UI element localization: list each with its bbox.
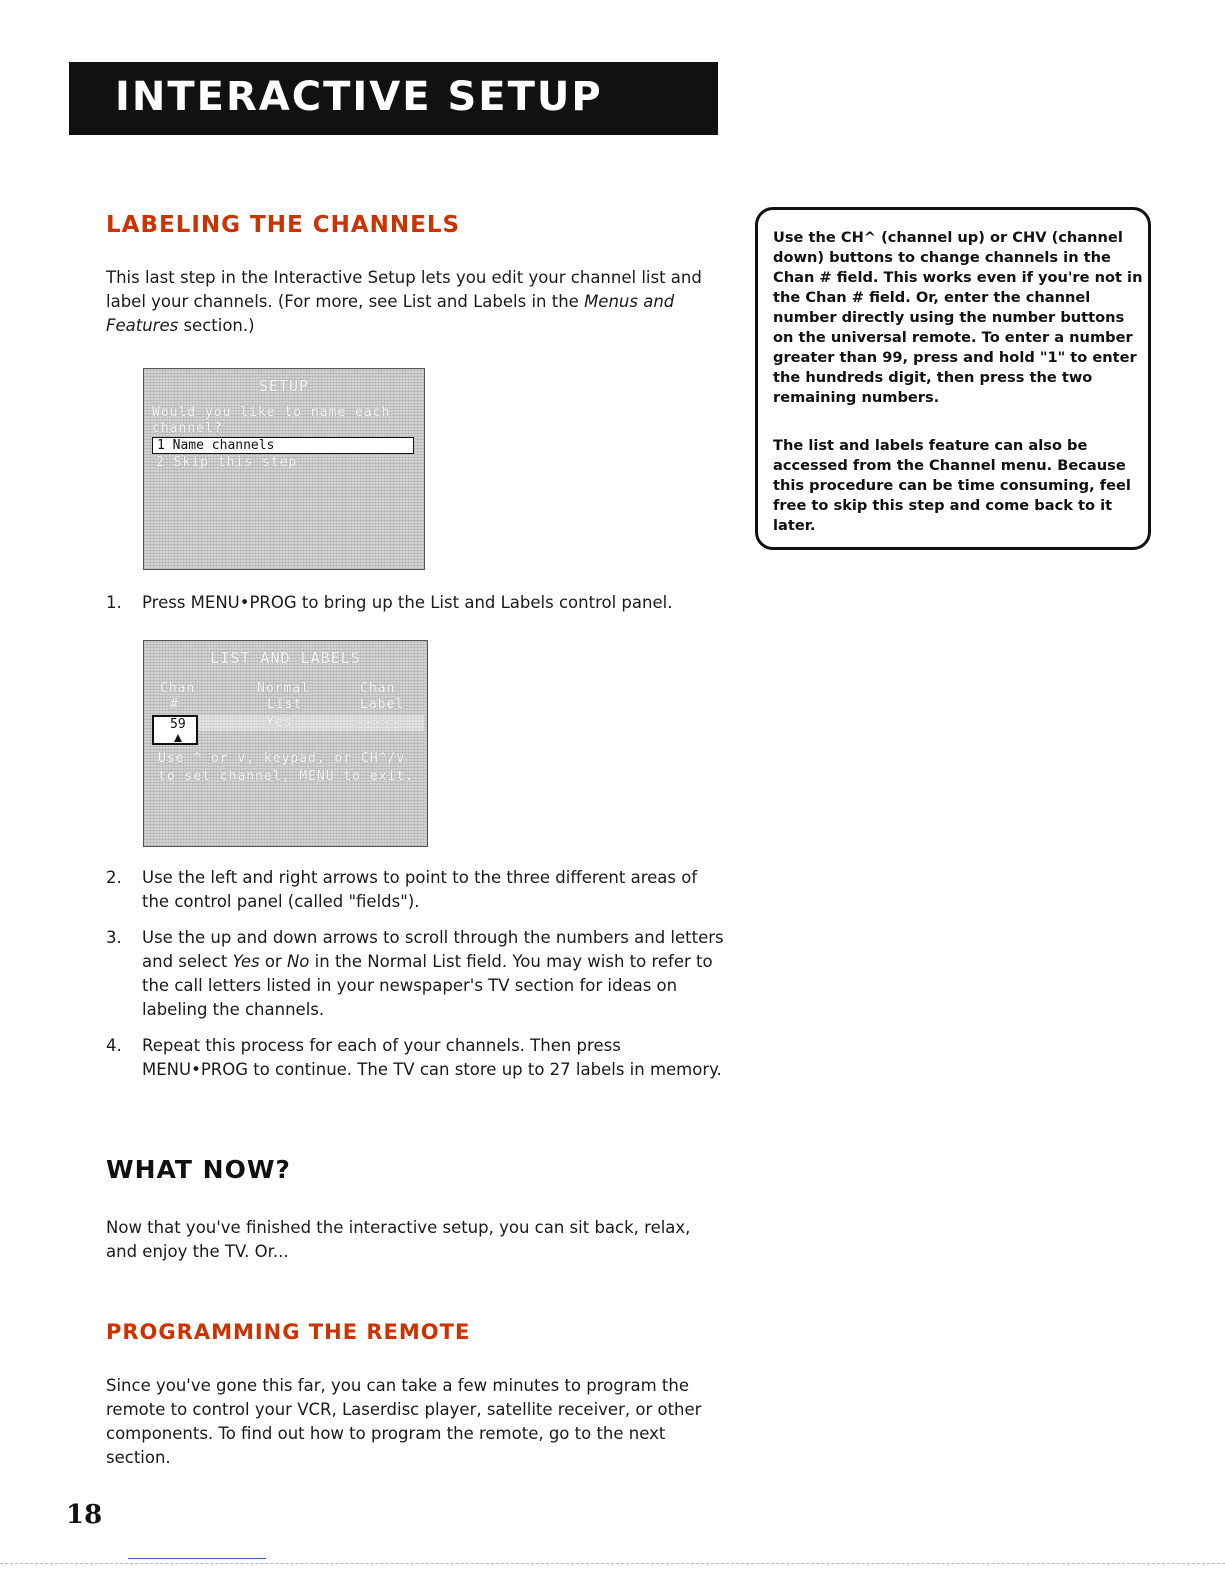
list-screen-title: LIST AND LABELS xyxy=(210,649,361,667)
labeling-intro xyxy=(106,266,726,338)
up-arrow-icon xyxy=(174,734,182,742)
col-chan-header-2: # xyxy=(170,697,179,712)
banner-title: INTERACTIVE SETUP xyxy=(115,74,603,120)
step-3-text-b: in the Normal List field. You may wish to refer to the call letters listed in your newspaper's TV section for ideas on labeling the channels. xyxy=(142,952,713,1019)
step-3 xyxy=(106,926,726,1022)
step-3-text-a: Use the up and down arrows to scroll through the numbers and letters and select xyxy=(142,928,724,971)
tip-callout-box xyxy=(755,207,1151,550)
step-3-text xyxy=(142,926,726,1022)
setup-question-line2: channel? xyxy=(152,421,223,436)
programming-heading: PROGRAMMING THE REMOTE xyxy=(106,1320,471,1344)
step-3-or: or xyxy=(259,952,287,971)
programming-text: Since you've gone this far, you can take a few minutes to program the remote to control your VCR, Laserdisc player, satellite receiver, or other components. To find out how to program the remote, go to the next section. xyxy=(106,1376,702,1467)
col-chan-header-1: Chan xyxy=(160,681,196,696)
setup-question-line1: Would you like to name each xyxy=(152,405,391,420)
step-4-number: 4. xyxy=(106,1036,122,1055)
intro-line-1: This last step in the Interactive Setup lets you edit your channel list and xyxy=(106,268,702,287)
menus-features-ref-2: Features xyxy=(106,316,179,335)
normal-list-value: Yes xyxy=(266,715,293,730)
tip-paragraph-2: The list and labels feature can also be accessed from the Channel menu. Because this procedure can be time consuming, feel free to skip this step and come back to it later. xyxy=(773,437,1131,534)
list-help-line1: Use ^ or v, keypad, or CH^/v xyxy=(158,751,406,766)
bottom-link-underline xyxy=(128,1558,266,1559)
step-2-number: 2. xyxy=(106,868,122,887)
section-banner xyxy=(69,62,718,135)
step-4 xyxy=(106,1034,726,1082)
setup-screen-image xyxy=(143,368,425,570)
what-now-text: Now that you've finished the interactive setup, you can sit back, relax, and enjoy the TV. Or... xyxy=(106,1218,691,1261)
col-label-header-1: Chan xyxy=(360,681,396,696)
menus-features-ref-1: Menus and xyxy=(584,292,675,311)
step-1-number: 1. xyxy=(106,593,122,612)
col-label-header-2: Label xyxy=(360,697,405,712)
intro-line-2: label your channels. (For more, see List and Labels in the xyxy=(106,292,585,311)
list-labels-screen-image xyxy=(143,640,428,847)
step-1-text: Press MENU•PROG to bring up the List and Labels control panel. xyxy=(142,593,673,612)
labeling-heading: LABELING THE CHANNELS xyxy=(106,212,461,238)
list-help-line2: to set channel, MENU to exit. xyxy=(158,769,414,784)
chan-number-field xyxy=(152,715,198,745)
what-now-heading: WHAT NOW? xyxy=(106,1155,291,1184)
step-1 xyxy=(106,591,726,615)
setup-screen-title: SETUP xyxy=(258,377,310,395)
intro-line-3-end: section.) xyxy=(178,316,255,335)
tip-paragraph-1: Use the CH^ (channel up) or CHV (channel down) buttons to change channels in the Chan # field. This works even if you're not in the Chan # field. Or, enter the channel number directly using the number buttons on the universal remote. To enter a number greater than 99, press and hold "1" to enter the hundreds digit, then press the two remaining numbers. xyxy=(773,229,1143,406)
step-3-number: 3. xyxy=(106,928,122,947)
setup-option-skip: 2 Skip this step xyxy=(156,455,298,470)
col-normal-header-1: Normal xyxy=(257,681,310,696)
step-4-text: Repeat this process for each of your channels. Then press MENU•PROG to continue. The TV can store up to 27 labels in memory. xyxy=(142,1036,722,1079)
step-2 xyxy=(106,866,726,914)
page-number: 18 xyxy=(66,1500,103,1530)
step-2-text: Use the left and right arrows to point to the three different areas of the control panel (called "fields"). xyxy=(142,868,698,911)
setup-option-name-channels: 1 Name channels xyxy=(152,437,414,454)
step-3-no: No xyxy=(286,952,310,971)
chan-number-value: 59 xyxy=(170,717,186,732)
col-normal-header-2: List xyxy=(267,697,303,712)
chan-label-value: ----- xyxy=(356,715,401,730)
page-bottom-dotted-line xyxy=(0,1563,1225,1564)
step-3-yes: Yes xyxy=(232,952,260,971)
